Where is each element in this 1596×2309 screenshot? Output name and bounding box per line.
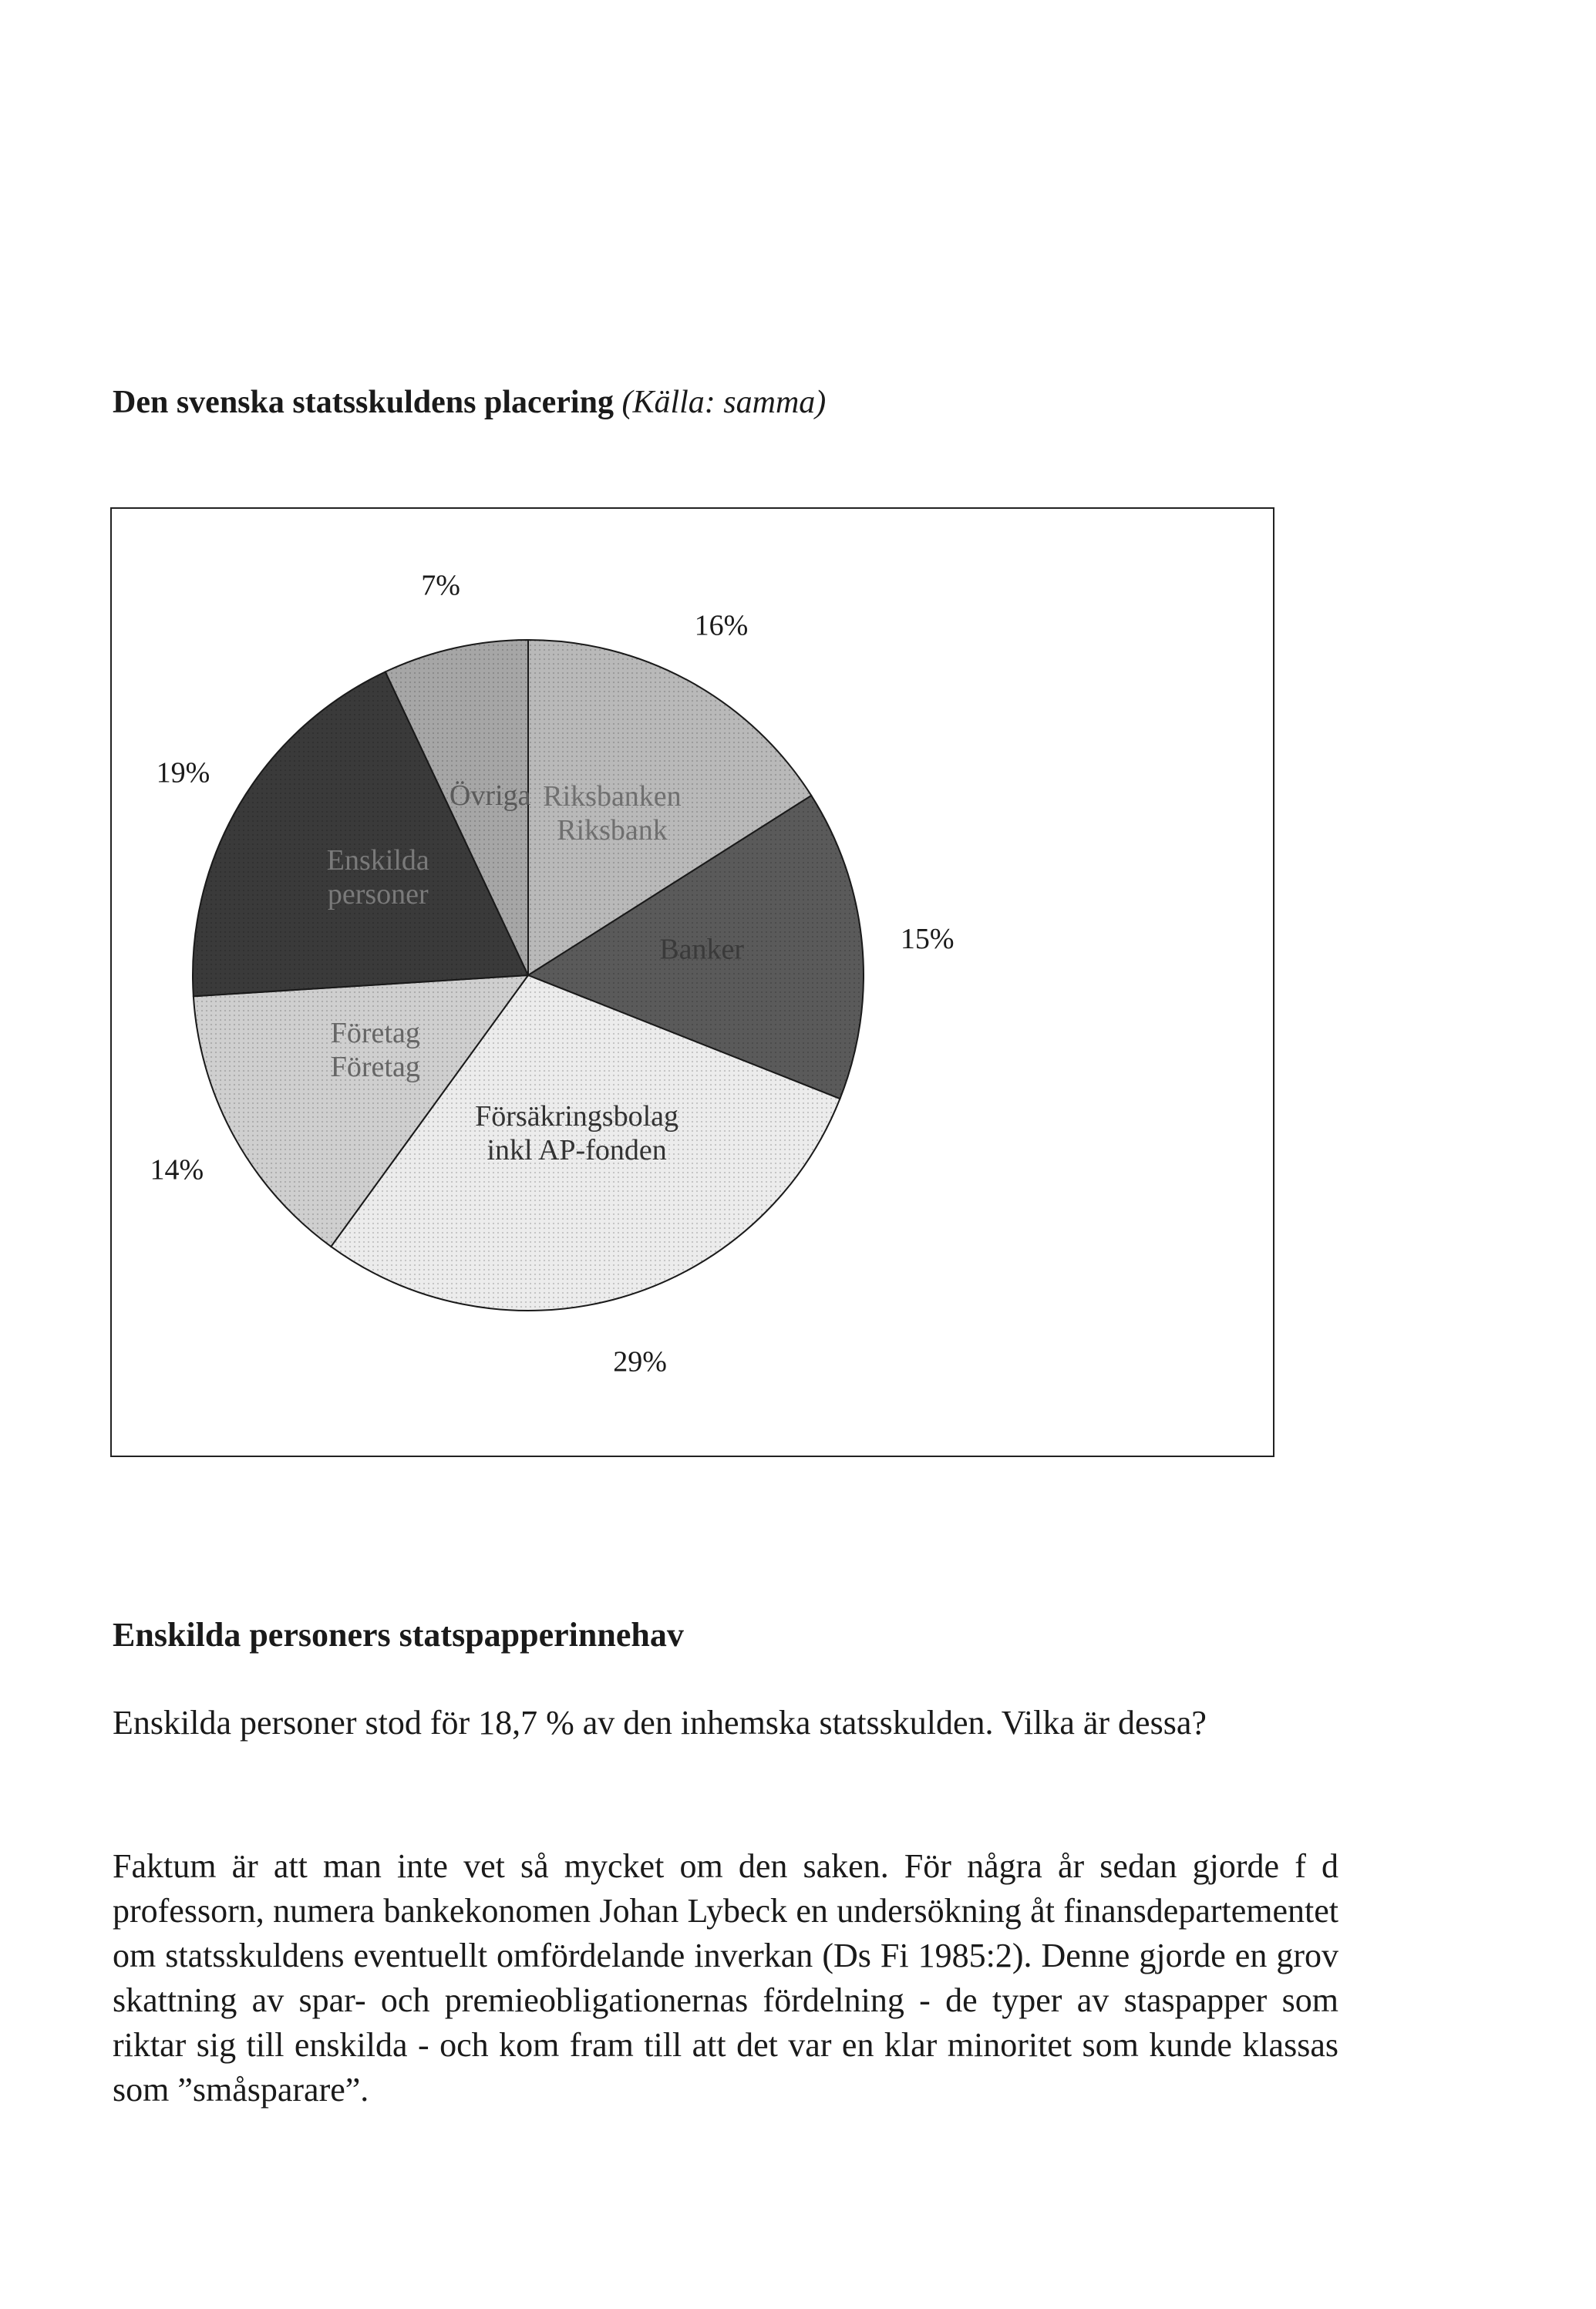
percent-label-riksbanken-riksbank: 16% (694, 609, 749, 642)
chart-source: (Källa: samma) (621, 385, 827, 420)
chart-heading (113, 384, 826, 421)
percent-label-enskilda-personer: 19% (156, 756, 210, 789)
pie-chart-frame (110, 507, 1274, 1457)
slice-label-riksbanken-riksbank: Riksbanken Riksbank (543, 779, 682, 847)
percent-label-foretag-foretag: 14% (150, 1153, 204, 1186)
section-heading: Enskilda personers statspapperinnehav (113, 1616, 684, 1654)
slice-label-foretag-foretag: Företag Företag (330, 1016, 420, 1083)
slice-label-forsakringsbolag-inkl-ap-fonden: Försäkringsbolag inkl AP-fonden (475, 1100, 679, 1167)
chart-title: Den svenska statsskuldens placering (113, 385, 614, 420)
percent-label-forsakringsbolag-inkl-ap-fonden: 29% (613, 1345, 667, 1378)
slice-label-enskilda-personer: Enskilda personer (326, 843, 429, 910)
percent-label-banker: 15% (900, 923, 955, 956)
slice-label-banker: Banker (659, 933, 745, 966)
paragraph-1: Enskilda personer stod för 18,7 % av den inhemska statsskulden. Vilka är dessa? (113, 1704, 1207, 1742)
percent-label-ovriga: 7% (421, 569, 460, 602)
slice-label-ovriga: Övriga (449, 779, 531, 813)
pie-chart (112, 509, 1276, 1459)
paragraph-2: Faktum är att man inte vet så mycket om den saken. För några år sedan gjorde f d professorn, numera bankekonomen Johan Lybeck en undersökning åt finansdepartementet om statsskuldens eventuellt omfördelande inverkan (Ds Fi 1985:2). Denne gjorde en grov skattning av spar- och premieobligationernas fördelning - de typer av staspapper som riktar sig till enskilda - och kom fram till att det var en klar minoritet som kunde klassas som ”småsparare”. (113, 1847, 1338, 2109)
